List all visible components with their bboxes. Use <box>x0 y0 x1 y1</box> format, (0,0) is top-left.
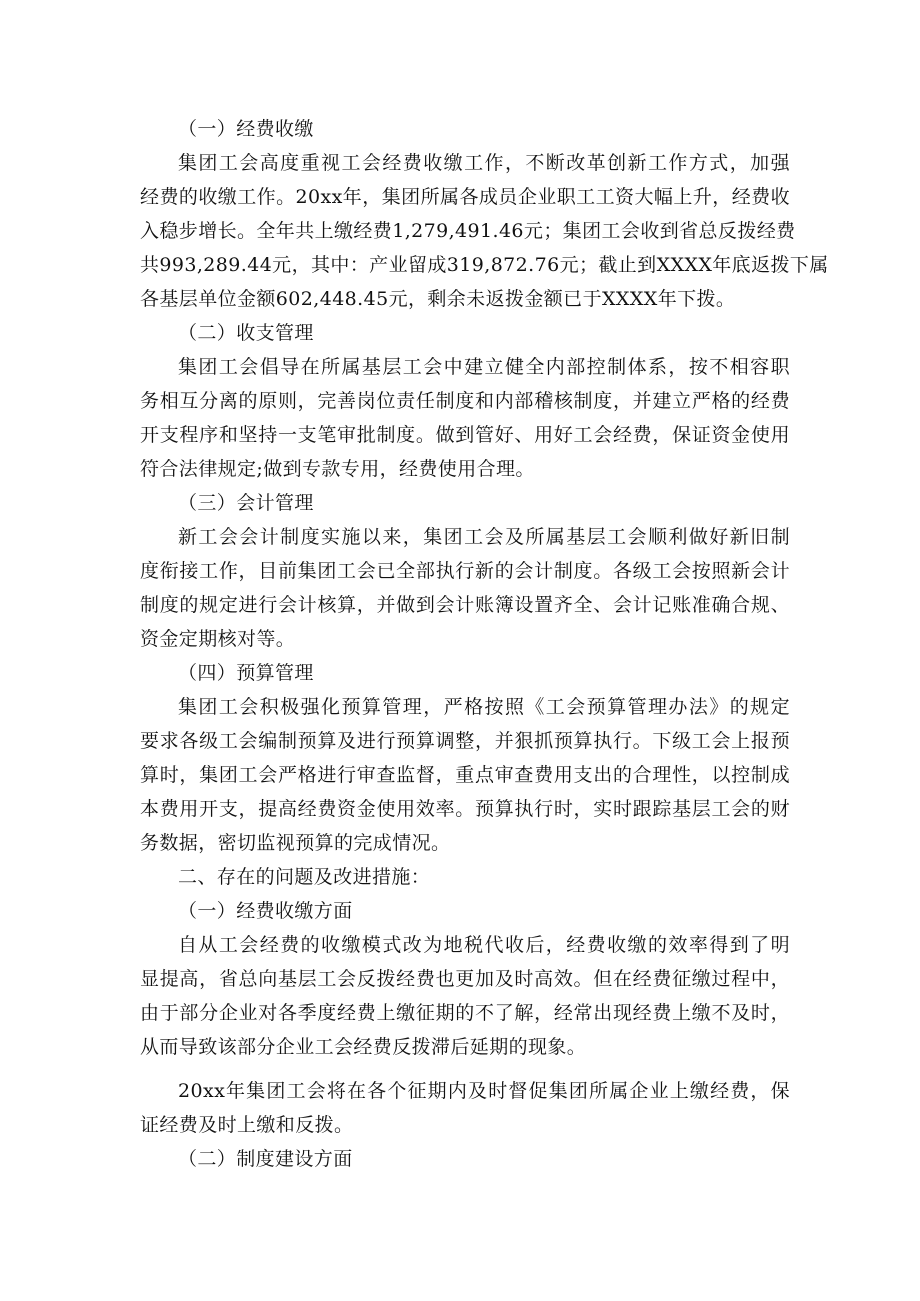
paragraph-line: 开支程序和坚持一支笔审批制度。做到管好、用好工会经费，保证资金使用 <box>140 424 790 446</box>
section-heading-2: （二）收支管理 <box>178 322 314 344</box>
paragraph-line: 务数据，密切监视预算的完成情况。 <box>140 832 451 854</box>
paragraph-line: 经费的收缴工作。20xx年，集团所属各成员企业职工工资大幅上升，经费收 <box>140 186 790 208</box>
part-two-sub-heading-2: （二）制度建设方面 <box>178 1148 353 1170</box>
paragraph-line: 入稳步增长。全年共上缴经费1,279,491.46元；集团工会收到省总反拨经费 <box>140 220 796 242</box>
paragraph-line: 集团工会积极强化预算管理，严格按照《工会预算管理办法》的规定 <box>178 696 790 718</box>
paragraph-line: 从而导致该部分企业工会经费反拨滞后延期的现象。 <box>140 1036 587 1058</box>
paragraph-line: 本费用开支，提高经费资金使用效率。预算执行时，实时跟踪基层工会的财 <box>140 798 790 820</box>
paragraph-line: 证经费及时上缴和反拨。 <box>140 1114 354 1136</box>
paragraph-line: 自从工会经费的收缴模式改为地税代收后，经费收缴的效率得到了明 <box>178 934 790 956</box>
paragraph-line: 各基层单位金额602,448.45元，剩余未返拨金额已于XXXX年下拨。 <box>140 288 736 310</box>
paragraph-line: 集团工会高度重视工会经费收缴工作，不断改革创新工作方式，加强 <box>178 152 790 174</box>
paragraph-line: 度衔接工作，目前集团工会已全部执行新的会计制度。各级工会按照新会计 <box>140 560 790 582</box>
paragraph-line: 要求各级工会编制预算及进行预算调整，并狠抓预算执行。下级工会上报预 <box>140 730 790 752</box>
section-heading-1: （一）经费收缴 <box>178 118 314 140</box>
paragraph-line: 新工会会计制度实施以来，集团工会及所属基层工会顺利做好新旧制 <box>178 526 790 548</box>
part-two-sub-heading-1: （一）经费收缴方面 <box>178 900 353 922</box>
paragraph-line: 显提高，省总向基层工会反拨经费也更加及时高效。但在经费征缴过程中， <box>140 968 790 990</box>
paragraph-line: 制度的规定进行会计核算，并做到会计账簿设置齐全、会计记账准确合规、 <box>140 594 790 616</box>
section-heading-3: （三）会计管理 <box>178 492 314 514</box>
paragraph-line: 务相互分离的原则，完善岗位责任制度和内部稽核制度，并建立严格的经费 <box>140 390 790 412</box>
part-two-title: 二、存在的问题及改进措施： <box>178 866 431 888</box>
paragraph-line: 20xx年集团工会将在各个征期内及时督促集团所属企业上缴经费，保 <box>178 1080 790 1102</box>
paragraph-line: 由于部分企业对各季度经费上缴征期的不了解，经常出现经费上缴不及时， <box>140 1002 790 1024</box>
paragraph-line: 符合法律规定;做到专款专用，经费使用合理。 <box>140 458 535 480</box>
paragraph-line: 资金定期核对等。 <box>140 628 296 650</box>
section-heading-4: （四）预算管理 <box>178 662 314 684</box>
paragraph-line: 算时，集团工会严格进行审查监督，重点审查费用支出的合理性，以控制成 <box>140 764 790 786</box>
paragraph-line: 集团工会倡导在所属基层工会中建立健全内部控制体系，按不相容职 <box>178 356 790 378</box>
paragraph-line: 共993,289.44元，其中：产业留成319,872.76元；截止到XXXX年底返拨下属 <box>140 254 829 276</box>
